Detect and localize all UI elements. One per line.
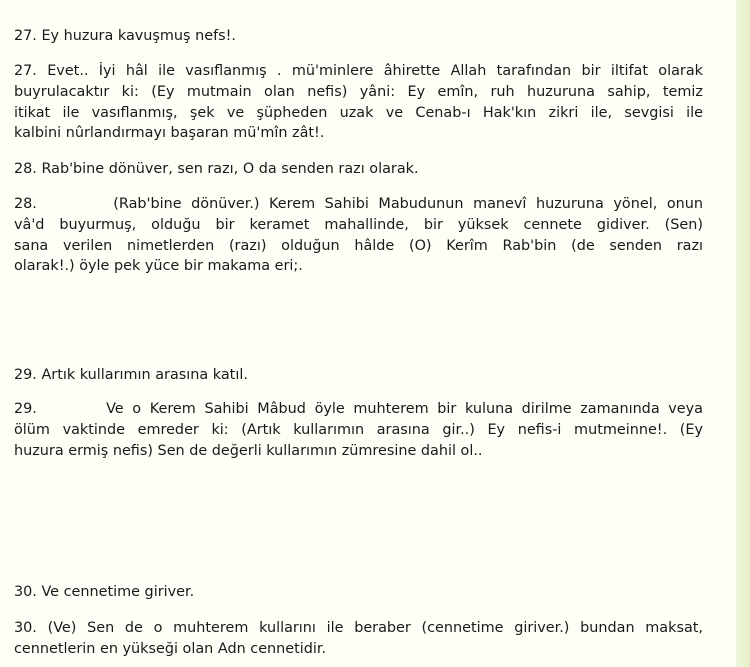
commentary-line: 29. Ve o Kerem Sahibi Mâbud öyle muhterem bir kuluna dirilme zamanında veya — [14, 401, 703, 417]
verse-28 — [14, 159, 703, 180]
verse-27 — [14, 26, 703, 47]
commentary-29 — [14, 399, 703, 461]
commentary-line: 28. (Rab'bine dönüver.) Kerem Sahibi Mabudunun manevî huzuruna yönel, onun — [14, 196, 703, 212]
commentary-line: cennetlerin en yükseği olan Adn cennetidir. — [14, 640, 327, 657]
verse-29 — [14, 365, 703, 386]
verse-text: 27. Ey huzura kavuşmuş nefs!. — [14, 28, 236, 44]
verse-text: 28. Rab'bine dönüver, sen razı, O da senden razı olarak. — [14, 161, 419, 177]
commentary-27 — [14, 61, 703, 144]
commentary-line: 27. Evet.. İyi hâl ile vasıflanmış . mü'minlere âhirette Allah tarafından bir iltifat olarak — [14, 63, 703, 79]
commentary-line: huzura ermiş nefis) Sen de değerli kullarımın zümresine dahil ol.. — [14, 442, 483, 459]
commentary-line: vâ'd buyurmuş, olduğu bir keramet mahallinde, bir yüksek cennete gidiver. (Sen) — [14, 216, 703, 233]
verse-text: 29. Artık kullarımın arasına katıl. — [14, 367, 248, 383]
verse-30 — [14, 582, 703, 603]
commentary-30 — [14, 618, 703, 660]
commentary-line: itikat ile vasıflanmış, şek ve şüpheden uzak ve Cenab-ı Hak'kın zikri ile, sevgisi ile — [14, 104, 703, 121]
commentary-28 — [14, 194, 703, 277]
commentary-line: ölüm vaktinde emreder ki: (Artık kullarımın arasına gir..) Ey nefis-i mutmeinne!. (Ey — [14, 421, 703, 438]
page-edge-strip — [736, 0, 750, 667]
commentary-line: 30. (Ve) Sen de o muhterem kullarını ile beraber (cennetime giriver.) bundan maksat, — [14, 620, 703, 636]
commentary-line: buyrulacaktır ki: (Ey mutmain olan nefis) yâni: Ey emîn, ruh huzuruna sahip, temiz — [14, 83, 703, 100]
verse-text: 30. Ve cennetime giriver. — [14, 584, 195, 600]
commentary-line: olarak!.) öyle pek yüce bir makama eri;. — [14, 258, 303, 275]
commentary-line: sana verilen nimetlerden (razı) olduğun hâlde (O) Kerîm Rab'bin (de senden razı — [14, 237, 703, 254]
commentary-line: kalbini nûrlandırmayı başaran mü'mîn zât!. — [14, 125, 325, 142]
